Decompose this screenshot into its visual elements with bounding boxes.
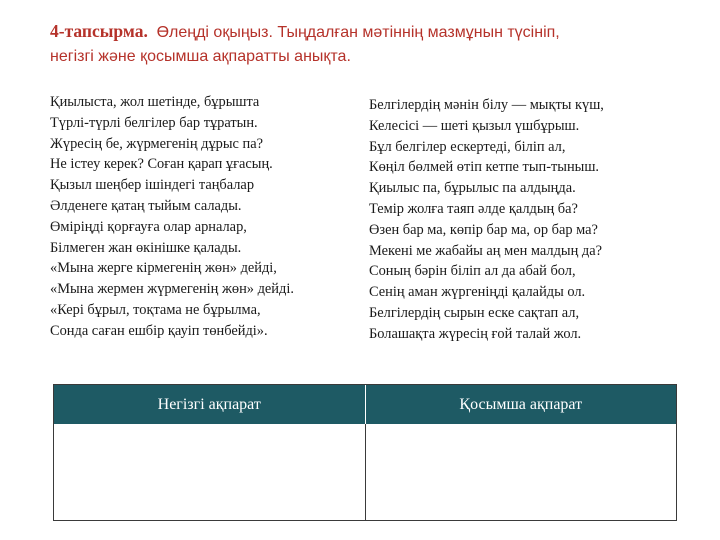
poem-line: Соның бәрін біліп ал да абай бол, — [369, 263, 576, 280]
poem-line: Сонда саған ешбір қауіп төнбейді». — [50, 322, 268, 339]
poem-line: Әлденеге қатаң тыйым салады. — [50, 197, 242, 214]
info-table-header — [54, 385, 676, 424]
task-heading-line1 — [50, 20, 680, 44]
info-table — [53, 384, 677, 521]
poem-line: Қызыл шеңбер ішіндегі таңбалар — [50, 177, 255, 194]
poem-line: Келесісі — шеті қызыл үшбұрыш. — [369, 117, 580, 134]
poem-line: Сенің аман жүргеніңді қалайды ол. — [369, 284, 586, 301]
poem-line: Қиылыста, жол шетінде, бұрышта — [50, 94, 260, 110]
poem-line: Белгілердің мәнін білу — мықты күш, — [369, 97, 604, 113]
task-number: 4-тапсырма. — [50, 21, 148, 41]
poem-line: «Мына жермен жүрмегенің жөн» дейді. — [50, 281, 294, 298]
poem-line: Белгілердің сырын еске сақтап ал, — [369, 304, 580, 321]
column-header-extra-info: Қосымша ақпарат — [365, 385, 677, 424]
task-heading — [50, 20, 680, 68]
column-header-main-info: Негізгі ақпарат — [157, 395, 261, 413]
poem-line: Жүресің бе, жүрмегенің дұрыс па? — [50, 135, 263, 152]
poem-line: Мекені ме жабайы аң мен малдың да? — [369, 242, 602, 259]
poem-line: Түрлі-түрлі белгілер бар тұратын. — [50, 114, 258, 131]
task-instruction-line1: Өлеңді оқыңыз. Тыңдалған мәтіннің мазмұнын түсініп, — [156, 24, 560, 41]
poem-line: Бұл белгілер ескертеді, біліп ал, — [369, 138, 566, 155]
poem-line: Темір жолға таяп әлде қалдың ба? — [369, 200, 578, 217]
poem-line: Не істеу керек? Соған қарап ұғасың. — [50, 156, 273, 173]
task-heading-line2 — [50, 44, 680, 68]
info-table-body — [54, 424, 676, 520]
task-instruction-line2: негізгі және қосымша ақпаратты анықта. — [50, 48, 351, 65]
main-info-cell[interactable] — [54, 424, 365, 520]
poem-right-column — [369, 95, 699, 345]
poem-line: Көңіл бөлмей өтіп кетпе тып-тыныш. — [369, 159, 599, 176]
poem-line: Өміріңді қорғауға олар арналар, — [50, 218, 247, 235]
poem-line: Өзен бар ма, көпір бар ма, ор бар ма? — [369, 221, 598, 238]
poem-line: «Кері бұрыл, тоқтама не бұрылма, — [50, 301, 261, 318]
poem-left-column — [50, 92, 360, 342]
poem-line: Қиылыс па, бұрылыс па алдыңда. — [369, 180, 576, 197]
extra-info-cell[interactable] — [365, 424, 677, 520]
poem-line: Білмеген жан өкінішке қалады. — [50, 239, 242, 256]
poem-line: «Мына жерге кірмегенің жөн» дейді, — [50, 260, 277, 277]
poem-line: Болашақта жүресің ғой талай жол. — [369, 325, 582, 342]
